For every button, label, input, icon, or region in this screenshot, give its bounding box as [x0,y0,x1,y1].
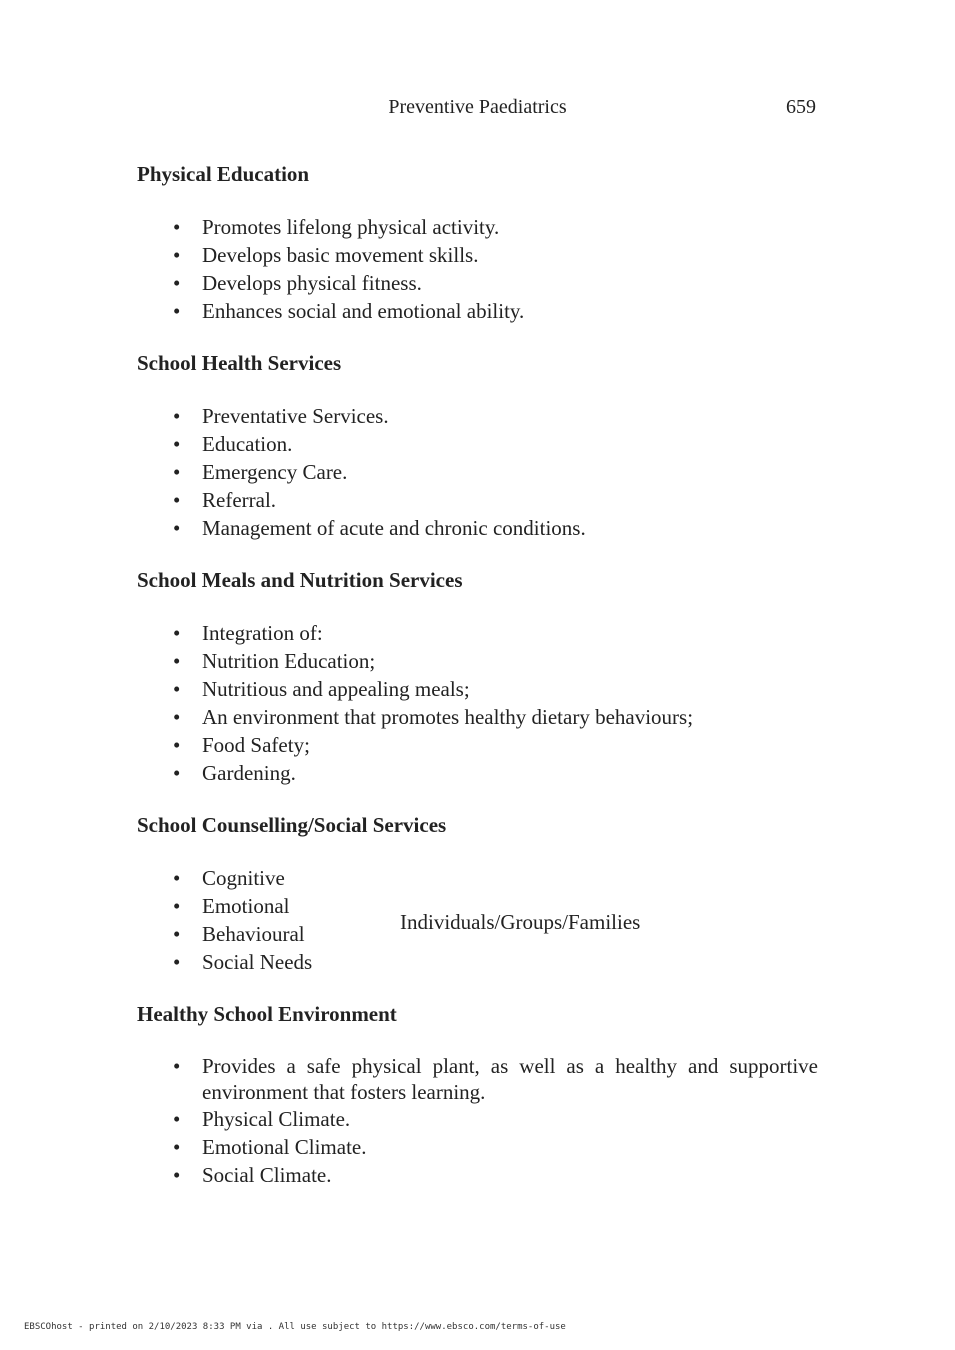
counselling-group [137,864,818,976]
bullet-icon: • [173,922,181,946]
section-heading: Physical Education [137,162,310,186]
list-item-text: Cognitive [202,866,285,890]
list-item-text: Develops basic movement skills. [202,243,479,267]
bullet-list [137,402,818,542]
list-item-text: Integration of: [202,621,323,645]
bullet-icon: • [173,1135,181,1159]
bullet-icon: • [173,243,181,267]
list-item [137,619,818,647]
list-item [137,1053,818,1105]
section-healthy-school-environment [137,1000,818,1189]
bullet-list [137,1053,818,1189]
list-item-text: Promotes lifelong physical activity. [202,215,500,239]
list-item-text: Emotional [202,894,290,918]
bullet-icon: • [173,1163,181,1187]
list-item [137,948,818,976]
list-item-text: Education. [202,432,293,456]
list-item-text: Management of acute and chronic conditions. [202,516,586,540]
list-item-text: Enhances social and emotional ability. [202,299,525,323]
bullet-icon: • [173,950,181,974]
bullet-icon: • [173,488,181,512]
section-school-health-services [137,349,818,542]
list-item [137,647,818,675]
list-item [137,269,818,297]
list-item-text: Social Needs [202,950,313,974]
list-item [137,402,818,430]
list-item [137,297,818,325]
list-item-text: Develops physical fitness. [202,271,422,295]
running-title: Preventive Paediatrics [388,96,567,118]
list-item-text: Nutrition Education; [202,649,376,673]
bullet-icon: • [173,299,181,323]
section-heading: Healthy School Environment [137,1002,397,1026]
list-item [137,458,818,486]
side-note: Individuals/Groups/Families [400,910,641,934]
list-item-text: Provides a safe physical plant, as well as a healthy and supportive environment that fosters learning. [202,1054,818,1104]
list-item [137,514,818,542]
bullet-icon: • [173,271,181,295]
list-item [137,430,818,458]
bullet-icon: • [173,866,181,890]
list-item-text: Gardening. [202,761,296,785]
list-item [137,675,818,703]
bullet-icon: • [173,677,181,701]
section-school-meals-nutrition [137,566,818,787]
section-physical-education [137,160,818,325]
bullet-list [137,619,818,787]
bullet-icon: • [173,1107,181,1131]
list-item-text: Nutritious and appealing meals; [202,677,470,701]
page-number: 659 [786,96,816,118]
page-content [137,160,818,1213]
section-heading: School Health Services [137,351,342,375]
list-item-text: Behavioural [202,922,305,946]
bullet-list [137,213,818,325]
list-item-text: Physical Climate. [202,1107,351,1131]
bullet-icon: • [173,516,181,540]
list-item [137,731,818,759]
bullet-icon: • [173,705,181,729]
print-footer: EBSCOhost - printed on 2/10/2023 8:33 PM via . All use subject to https://www.ebsco.com/terms-of-use [24,1322,566,1332]
section-heading: School Counselling/Social Services [137,813,447,837]
list-item-text: An environment that promotes healthy dietary behaviours; [202,705,694,729]
list-item-text: Social Climate. [202,1163,332,1187]
bullet-icon: • [173,621,181,645]
list-item-text: Food Safety; [202,733,310,757]
section-heading: School Meals and Nutrition Services [137,568,463,592]
list-item-text: Preventative Services. [202,404,389,428]
bullet-icon: • [173,460,181,484]
list-item [137,864,818,892]
list-item [137,241,818,269]
bullet-icon: • [173,733,181,757]
bullet-icon: • [173,215,181,239]
bullet-icon: • [173,1054,181,1078]
list-item [137,486,818,514]
list-item-text: Emotional Climate. [202,1135,367,1159]
bullet-icon: • [173,404,181,428]
list-item [137,759,818,787]
bullet-icon: • [173,432,181,456]
bullet-icon: • [173,761,181,785]
list-item [137,213,818,241]
bullet-icon: • [173,649,181,673]
list-item-text: Referral. [202,488,277,512]
list-item-text: Emergency Care. [202,460,348,484]
list-item [137,703,818,731]
section-school-counselling [137,811,818,976]
list-item [137,1161,818,1189]
list-item [137,1105,818,1133]
list-item [137,1133,818,1161]
bullet-icon: • [173,894,181,918]
